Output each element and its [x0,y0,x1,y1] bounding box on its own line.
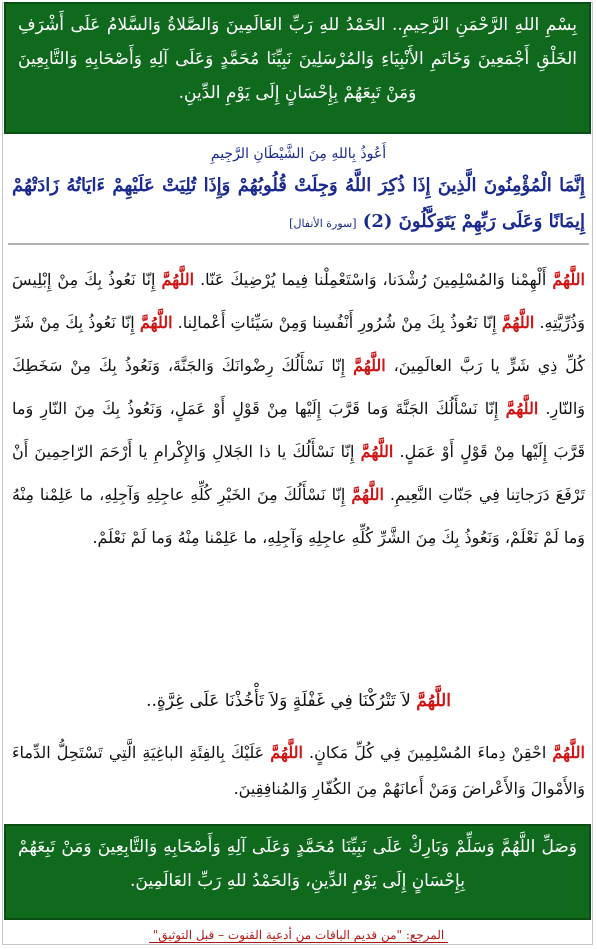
allahumma-word: اللَّهُمَّ [360,442,394,461]
dua-text: احْقِنْ دِماءَ المُسْلِمِينَ فِي كُلِّ مَكانٍ. [308,743,547,762]
dua-text: إِنّا نَعُوذُ بِكَ مِنْ شَرِّ كُلِّ ذِي شَرٍّ يا رَبَّ العالَمِينَ، [12,313,585,375]
center-dua-text: لاَ تَتْرُكْنَا فِي غَفْلَةٍ وَلاَ تَأْخُذْنَا عَلَى غِرَّةٍ.. [146,691,411,711]
allahumma-word: اللَّهُمَّ [552,270,585,289]
verse-text: إِنَّمَا الْمُؤْمِنُونَ الَّذِينَ إِذَا ذُكِرَ اللَّهُ وَجِلَتْ قُلُوبُهُمْ وَإِذَا تُلِيَتْ عَلَيْهِمْ ءَايَاتُهُ زَادَتْهُمْ إِيمَانًا وَعَلَى رَبِّهِمْ يَتَوَكَّلُونَ (2) [12,175,585,232]
dua-text: أَلْهِمْنا وَالمُسْلِمِينَ رُشْدَنا، وَاسْتَعْمِلْنا فِيما يُرْضِيكَ عَنّا. [200,270,547,289]
closing-salawat-box [4,824,591,920]
duas-body [12,258,585,559]
allahumma-word: اللَّهُمَّ [552,743,585,762]
isti-adha: أَعُوذُ بِاللهِ مِنَ الشَّيْطَانِ الرَّجِيمِ [210,146,387,162]
dua-text: إِنّا نَعُوذُ بِكَ مِنْ شُرُورِ أَنْفُسِنا وَمِنْ سَيِّئاتِ أَعْمالِنا. [177,313,497,332]
allahumma-word: اللَّهُمَّ [270,743,303,762]
center-dua [0,684,597,718]
dua-text: إِنّا نَسْأَلُكَ مِنَ الخَيْرِ كُلِّهِ عاجِلِهِ وَآجِلِهِ، ما عَلِمْنا مِنْهُ وَما لَمْ نَعْلَمْ، وَنَعُوذُ بِكَ مِنَ الشَّرِّ كُلِّهِ عاجِلِهِ وَآجِلِهِ، ما عَلِمْنا مِنْهُ وَما لَمْ نَعْلَمْ. [12,485,585,547]
final-duas [12,735,585,807]
reference-text: المرجع: "من قديم الباقات من أدعية القنوت – قبل التوثيق" [149,928,449,943]
allahumma-word: اللَّهُمَّ [353,356,386,375]
dua-text: إِنّا نَسْأَلُكَ الجَنَّةَ وَما قَرَّبَ إِلَيْها مِنْ قَوْلٍ أَوْ عَمَلٍ، وَنَعُوذُ بِكَ مِنَ النّارِ وَما قَرَّبَ إِلَيْها مِنْ قَوْلٍ أَوْ عَمَلٍ. [12,399,585,461]
allahumma-word: اللَّهُمَّ [161,270,195,289]
dua-text: عَلَيْكَ بِالفِئَةِ الباغِيَةِ الَّتِي تَسْتَحِلُّ الدِّماءَ وَالأَمْوالَ وَالأَعْراضَ وَمَنْ أَعانَهُمْ مِنَ الكُفّارِ وَالمُنافِقِينَ. [12,743,585,798]
source-reference [0,925,597,945]
opening-text: بِسْمِ اللهِ الرَّحْمَنِ الرَّحِيمِ.. الحَمْدُ للهِ رَبِّ العَالَمِينَ وَالصَّلاةُ وَالسَّلامُ عَلَى أَشْرَفِ الخَلْقِ أَجْمَعِينَ وَخَاتَمِ الأَنْبِيَاءِ وَالمُرْسَلِينَ نَبِيِّنَا مُحَمَّدٍ وَعَلَى آلِهِ وَأَصْحَابِهِ وَالتَّابِعِينَ وَمَنْ تَبِعَهُمْ بِإِحْسَانٍ إِلَى يَوْمِ الدِّينِ. [18,15,577,103]
section-divider [8,243,589,245]
surah-reference: [سورة الأنفال] [289,217,357,230]
allahumma-word: اللَّهُمَّ [505,399,539,418]
allahumma-word: اللَّهُمَّ [416,691,451,711]
dua-text: إِنّا نَعُوذُ بِكَ مِنْ إِبْلِيسَ وَذُرِّيَّتِهِ. [12,270,585,332]
dua-text: إِنّا نَسْأَلُكَ يا ذا الجَلالِ وَالإِكْرامِ يا أَرْحَمَ الرّاحِمِينَ أَنْ تَرْفَعَ دَرَجاتِنا فِي جَنّاتِ النَّعِيمِ. [12,442,585,504]
allahumma-word: اللَّهُمَّ [139,313,173,332]
allahumma-word: اللَّهُمَّ [501,313,535,332]
quran-verse [12,168,585,242]
opening-basmala-box [4,2,591,134]
allahumma-word: اللَّهُمَّ [351,485,384,504]
dua-text: إِنّا نَسْأَلُكَ رِضْوانَكَ وَالجَنَّةَ، وَنَعُوذُ بِكَ مِنْ سَخَطِكَ وَالنّارِ. [12,356,585,418]
closing-text: وَصَلِّ اللَّهُمَّ وَسَلِّمْ وَبَارِكْ عَلَى نَبِيِّنَا مُحَمَّدٍ وَعَلَى آلِهِ وَأَصْحَابِهِ وَالتَّابِعِينَ وَمَنْ تَبِعَهُمْ بِإِحْسَانٍ إِلَى يَوْمِ الدِّينِ، وَالحَمْدُ للهِ رَبِّ العَالَمِينَ. [18,837,577,891]
